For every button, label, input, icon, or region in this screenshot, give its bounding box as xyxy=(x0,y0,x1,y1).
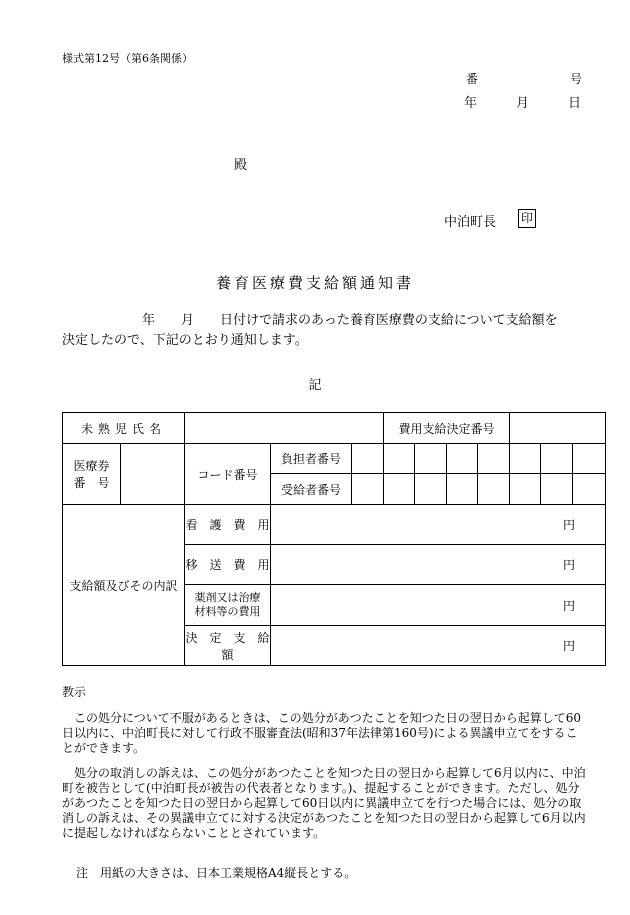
medical-ticket-cell xyxy=(121,444,185,505)
payer-digit-cell xyxy=(573,444,606,474)
recipient-digit-cell xyxy=(415,474,447,505)
number-suffix: 号 xyxy=(570,72,583,86)
payer-digit-cell xyxy=(478,444,510,474)
document-title: 養育医療費支給額通知書 xyxy=(215,274,414,292)
date-month: 月 xyxy=(516,96,530,111)
recipient-digit-cell xyxy=(510,474,541,505)
medical-ticket-label-2: 番 号 xyxy=(73,476,110,490)
paper-size-note: 注 用紙の大きさは、日本工業規格A4縦長とする。 xyxy=(76,866,357,880)
payer-digit-cell xyxy=(541,444,573,474)
decision-number-label: 費用支給決定番号 xyxy=(384,413,510,444)
decided-amount-cell: 円 xyxy=(271,626,606,666)
instruction-paragraph-2: 処分の取消しの訴えは、この処分があつたことを知つた日の翌日から起算して6月以内に、中泊町を被告として(中泊町長が被告の代表者となります。)、提起することができます。ただし、処分があつたことを知つた日の翌日から起算して60日以内に異議申立てを行つた場合には、処分の取消しの訴えは、その異議申立てに対する決定があつたことを知つた日の翌日から起算して6月以内に提起しなければならないこととされています。 xyxy=(62,766,586,840)
transport-cost-cell: 円 xyxy=(271,545,606,585)
medicine-cost-label xyxy=(185,585,271,626)
infant-name-label: 未熟児氏名 xyxy=(63,413,185,444)
addressee-suffix: 殿 xyxy=(234,158,248,173)
instruction-heading: 教示 xyxy=(62,685,87,699)
recipient-digit-cell xyxy=(384,474,415,505)
payer-digit-cell xyxy=(510,444,541,474)
decided-amount-label: 決 定 支 給 額 xyxy=(185,626,271,666)
medicine-cost-label-1: 薬剤又は治療 xyxy=(194,591,261,604)
infant-name-cell xyxy=(185,413,384,444)
notice-body xyxy=(62,311,582,351)
recipient-digit-cell xyxy=(541,474,573,505)
date-year: 年 xyxy=(464,96,478,111)
recipient-digit-cell xyxy=(352,474,384,505)
medical-ticket-label xyxy=(63,444,121,505)
nursing-cost-cell: 円 xyxy=(271,505,606,545)
transport-cost-label: 移 送 費 用 xyxy=(185,545,271,585)
sender-title: 中泊町長 xyxy=(444,215,497,230)
body-line-1: 年 月 日付けで請求のあった養育医療費の支給について支給額を xyxy=(142,313,558,328)
recipient-digit-cell xyxy=(447,474,478,505)
payer-number-label: 負担者番号 xyxy=(271,444,352,474)
payer-digit-cell xyxy=(384,444,415,474)
date-day: 日 xyxy=(568,96,582,111)
number-label: 番 xyxy=(466,72,479,86)
payer-digit-cell xyxy=(352,444,384,474)
instruction-paragraph-1: この処分について不服があるときは、この処分があつたことを知つた日の翌日から起算して60日以内に、中泊町長に対して行政不服審査法(昭和37年法律第160号)による異議申立てをすることができます。 xyxy=(62,711,582,755)
form-number: 様式第12号（第6条関係） xyxy=(62,52,193,65)
medical-ticket-label-1: 医療券 xyxy=(73,459,110,473)
recipient-number-label: 受給者番号 xyxy=(271,474,352,505)
recipient-digit-cell xyxy=(573,474,606,505)
decision-number-cell xyxy=(510,413,606,444)
payer-digit-cell xyxy=(415,444,447,474)
nursing-cost-label: 看 護 費 用 xyxy=(185,505,271,545)
medicine-cost-cell: 円 xyxy=(271,585,606,626)
medicine-cost-label-2: 材料等の費用 xyxy=(194,605,261,618)
breakdown-label: 支給額及びその内訳 xyxy=(63,505,185,666)
payer-digit-cell xyxy=(447,444,478,474)
details-table xyxy=(62,412,606,666)
seal-mark: 印 xyxy=(518,209,536,228)
code-number-label: コード番号 xyxy=(185,444,271,505)
recipient-digit-cell xyxy=(478,474,510,505)
record-label: 記 xyxy=(308,378,322,393)
body-line-2: 決定したので、下記のとおり通知します。 xyxy=(62,333,308,348)
